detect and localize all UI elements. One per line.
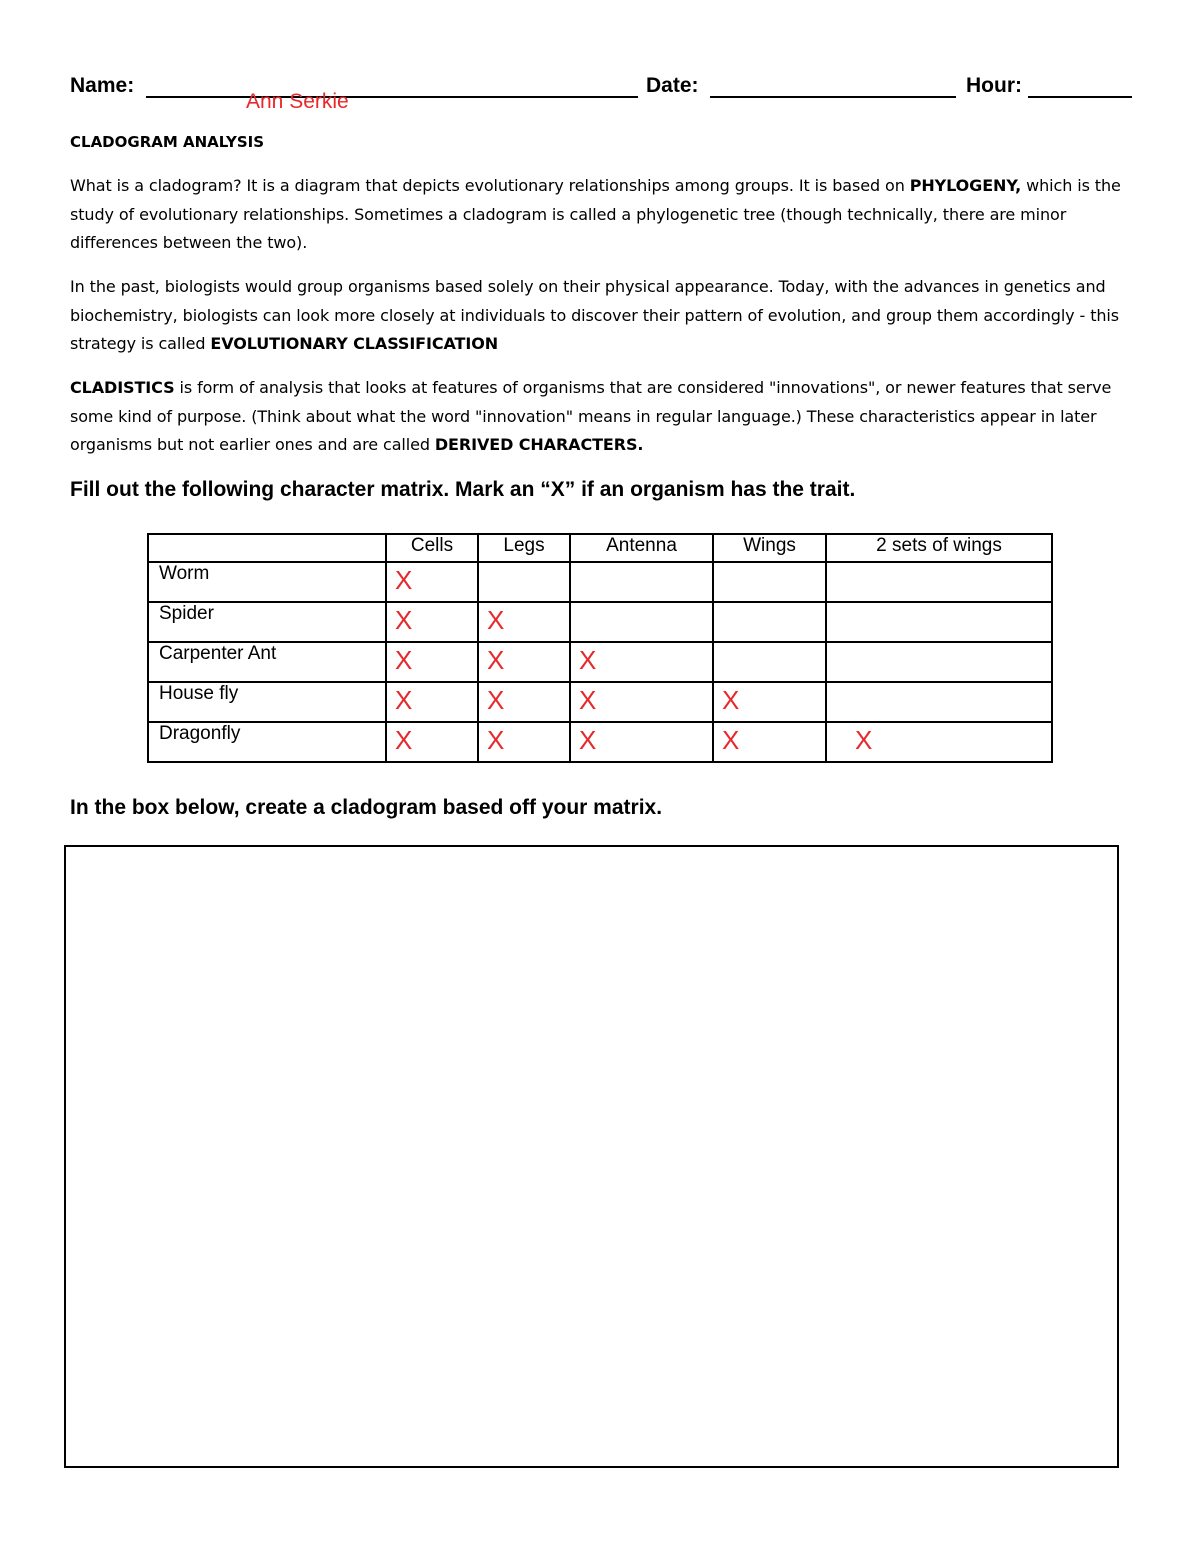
cladogram-instruction: In the box below, create a cladogram based off your matrix. [70,796,663,819]
section-title: CLADOGRAM ANALYSIS [70,133,265,151]
trait-mark: X [487,685,505,715]
matrix-header-organism [148,534,386,562]
trait-mark: X [579,645,597,675]
date-label: Date: [646,74,699,97]
trait-cell[interactable] [713,562,826,602]
trait-mark: X [487,725,505,755]
organism-name: Worm [148,562,386,602]
trait-cell[interactable] [713,602,826,642]
trait-cell[interactable] [570,682,713,722]
trait-cell[interactable] [826,602,1052,642]
trait-cell[interactable] [826,722,1052,762]
trait-mark: X [487,645,505,675]
trait-cell[interactable] [713,682,826,722]
trait-mark: X [579,685,597,715]
matrix-header-antenna: Antenna [570,534,713,562]
matrix-instruction: Fill out the following character matrix. Mark an “X” if an organism has the trait. [70,478,856,501]
trait-cell[interactable] [478,642,570,682]
trait-cell[interactable] [570,602,713,642]
trait-cell[interactable] [478,722,570,762]
table-row [148,682,1052,722]
trait-mark: X [395,605,413,635]
trait-cell[interactable] [570,642,713,682]
cladogram-drawing-box[interactable] [64,845,1119,1468]
organism-name: Carpenter Ant [148,642,386,682]
trait-cell[interactable] [386,602,478,642]
character-matrix [147,533,1053,763]
organism-name: Spider [148,602,386,642]
trait-cell[interactable] [478,682,570,722]
paragraph-evolutionary-classification: In the past, biologists would group organisms based solely on their physical appearance. Today, with the advances in genetics and biochemistry, biologists can look more closely at individuals to discover their pattern of evolution, and group them accordingly - this strategy is called EVOLUTIONARY CLASSIFICATION [70,277,1119,353]
matrix-header-legs: Legs [478,534,570,562]
matrix-header-row [148,534,1052,562]
trait-cell[interactable] [826,682,1052,722]
trait-cell[interactable] [713,722,826,762]
matrix-header-cells: Cells [386,534,478,562]
name-label: Name: [70,74,135,97]
trait-mark: X [722,685,740,715]
trait-cell[interactable] [826,562,1052,602]
hour-field[interactable] [1028,96,1132,98]
trait-cell[interactable] [570,722,713,762]
trait-cell[interactable] [386,722,478,762]
trait-mark: X [395,565,413,595]
trait-cell[interactable] [478,602,570,642]
table-row [148,642,1052,682]
table-row [148,602,1052,642]
trait-cell[interactable] [478,562,570,602]
table-row [148,562,1052,602]
hour-label: Hour: [966,74,1022,97]
trait-mark: X [579,725,597,755]
trait-mark: X [395,685,413,715]
paragraph-cladogram-definition: What is a cladogram? It is a diagram that depicts evolutionary relationships among groups. It is based on PHYLOGENY, which is the study of evolutionary relationships. Sometimes a cladogram is called a phylogenetic tree (though technically, there are minor differences between the two). [70,176,1121,252]
table-row [148,722,1052,762]
name-field[interactable] [146,90,638,113]
header-row [70,72,1132,113]
trait-mark: X [487,605,505,635]
paragraph-cladistics: CLADISTICS is form of analysis that looks at features of organisms that are considered "innovations", or newer features that serve some kind of purpose. (Think about what the word "innovation" means in regular language.) These characteristics appear in later organisms but not earlier ones and are called DERIVED CHARACTERS. [70,378,1112,454]
trait-cell[interactable] [713,642,826,682]
trait-cell[interactable] [386,562,478,602]
date-field[interactable] [710,96,956,98]
organism-name: House fly [148,682,386,722]
trait-cell[interactable] [386,682,478,722]
name-value: Ann Serkie [246,90,349,113]
trait-cell[interactable] [386,642,478,682]
trait-cell[interactable] [826,642,1052,682]
trait-mark: X [855,725,873,755]
matrix-header-two-sets-of-wings: 2 sets of wings [826,534,1052,562]
trait-mark: X [395,645,413,675]
trait-mark: X [722,725,740,755]
organism-name: Dragonfly [148,722,386,762]
trait-cell[interactable] [570,562,713,602]
trait-mark: X [395,725,413,755]
matrix-header-wings: Wings [713,534,826,562]
